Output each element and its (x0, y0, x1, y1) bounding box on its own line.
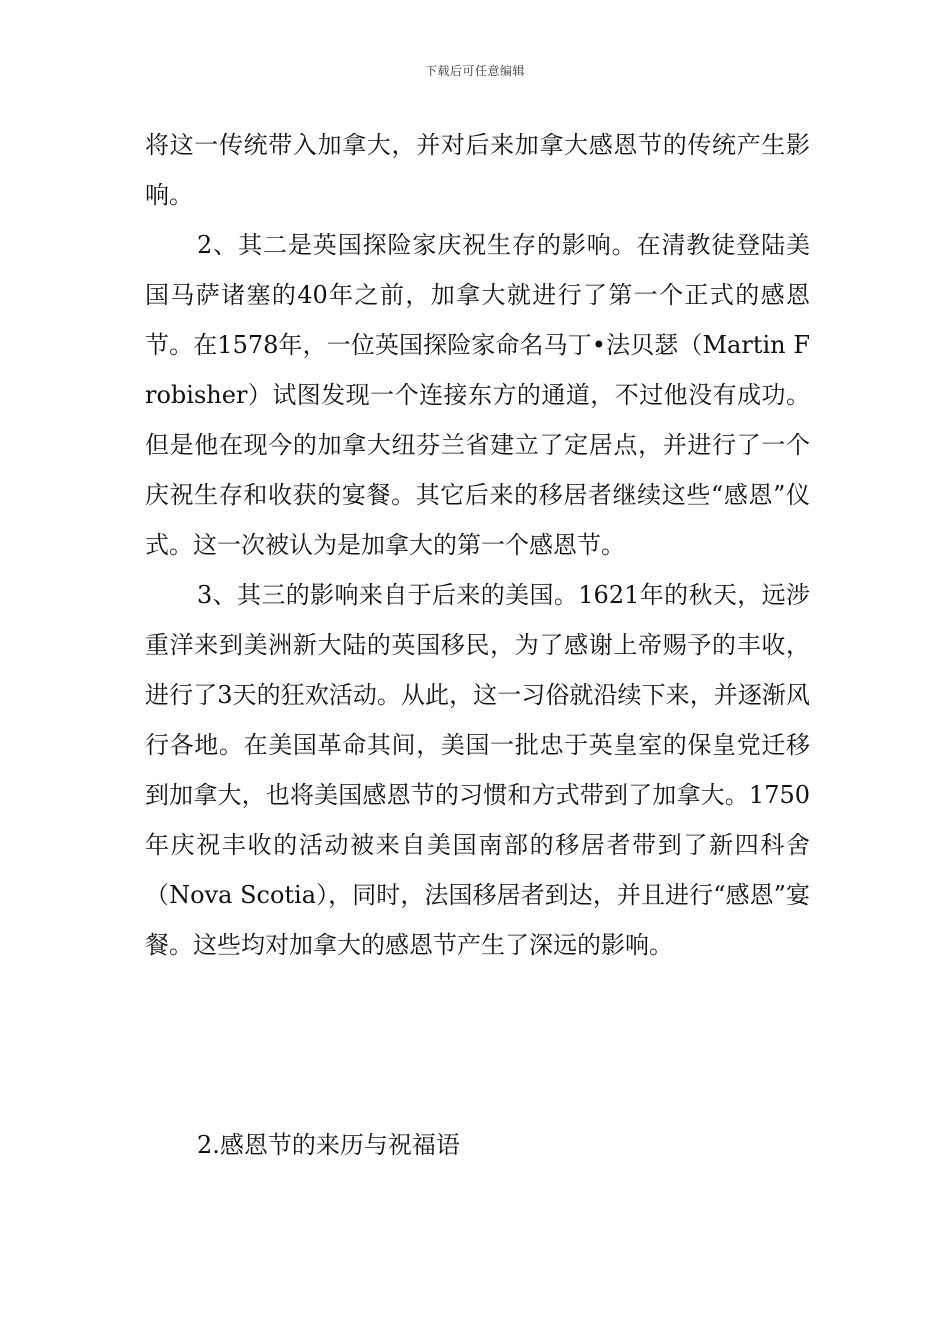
document-body (145, 120, 810, 970)
paragraph-american-influence: 3、其三的影响来自于后来的美国。1621年的秋天，远涉重洋来到美洲新大陆的英国移民，为了感谢上帝赐予的丰收，进行了3天的狂欢活动。从此，这一习俗就沿续下来，并逐渐风行各地。在美国革命其间，美国一批忠于英皇室的保皇党迁移到加拿大，也将美国感恩节的习惯和方式带到了加拿大。1750年庆祝丰收的活动被来自美国南部的移居者带到了新四科舍（Nova Scotia），同时，法国移居者到达，并且进行“感恩”宴餐。这些均对加拿大的感恩节产生了深远的影响。 (145, 581, 810, 959)
section-heading: 2.感恩节的来历与祝福语 (197, 1131, 460, 1159)
header-note: 下载后可任意编辑 (424, 64, 525, 78)
paragraph-british-explorer: 2、其二是英国探险家庆祝生存的影响。在清教徒登陆美国马萨诸塞的40年之前，加拿大就进行了第一个正式的感恩节。在1578年，一位英国探险家命名马丁•法贝瑟（Martin Frobisher）试图发现一个连接东方的通道，不过他没有成功。但是他在现今的加拿大纽芬兰省建立了定居点，并进行了一个庆祝生存和收获的宴餐。其它后来的移居者继续这些“感恩”仪式。这一次被认为是加拿大的第一个感恩节。 (145, 231, 810, 559)
paragraph-continuation: 将这一传统带入加拿大，并对后来加拿大感恩节的传统产生影响。 (145, 131, 810, 209)
